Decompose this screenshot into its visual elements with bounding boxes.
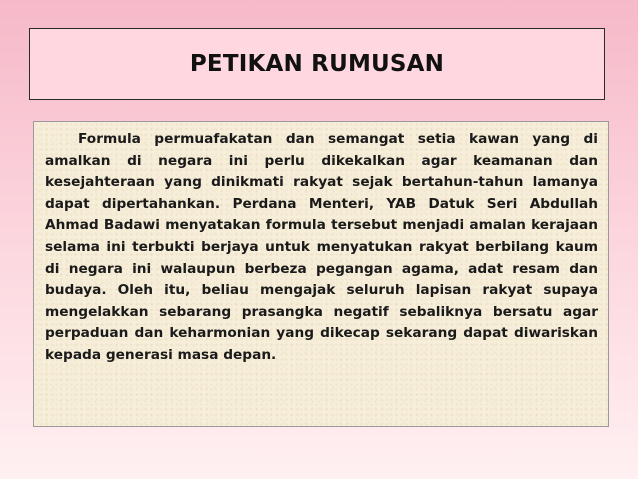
body-paragraph: Formula permuafakatan dan semangat setia kawan yang di amalkan di negara ini perlu dikekalkan agar keamanan dan kesejahteraan yang dinikmati rakyat sejak bertahun-tahun lamanya dapat dipertahankan. Perdana Menteri, YAB Datuk Seri Abdullah Ahmad Badawi menyatakan formula tersebut menjadi amalan kerajaan selama ini terbukti berjaya untuk menyatukan rakyat berbilang kaum di negara ini walaupun berbeza pegangan agama, adat resam dan budaya. Oleh itu, beliau mengajak seluruh lapisan rakyat supaya mengelakkan sebarang prasangka negatif sebaliknya bersatu agar perpaduan dan keharmonian yang dikecap sekarang dapat diwariskan kepada generasi masa depan. (45, 131, 598, 363)
title-box (29, 28, 605, 100)
slide-title: PETIKAN RUMUSAN (189, 51, 445, 77)
content-box (33, 121, 609, 427)
